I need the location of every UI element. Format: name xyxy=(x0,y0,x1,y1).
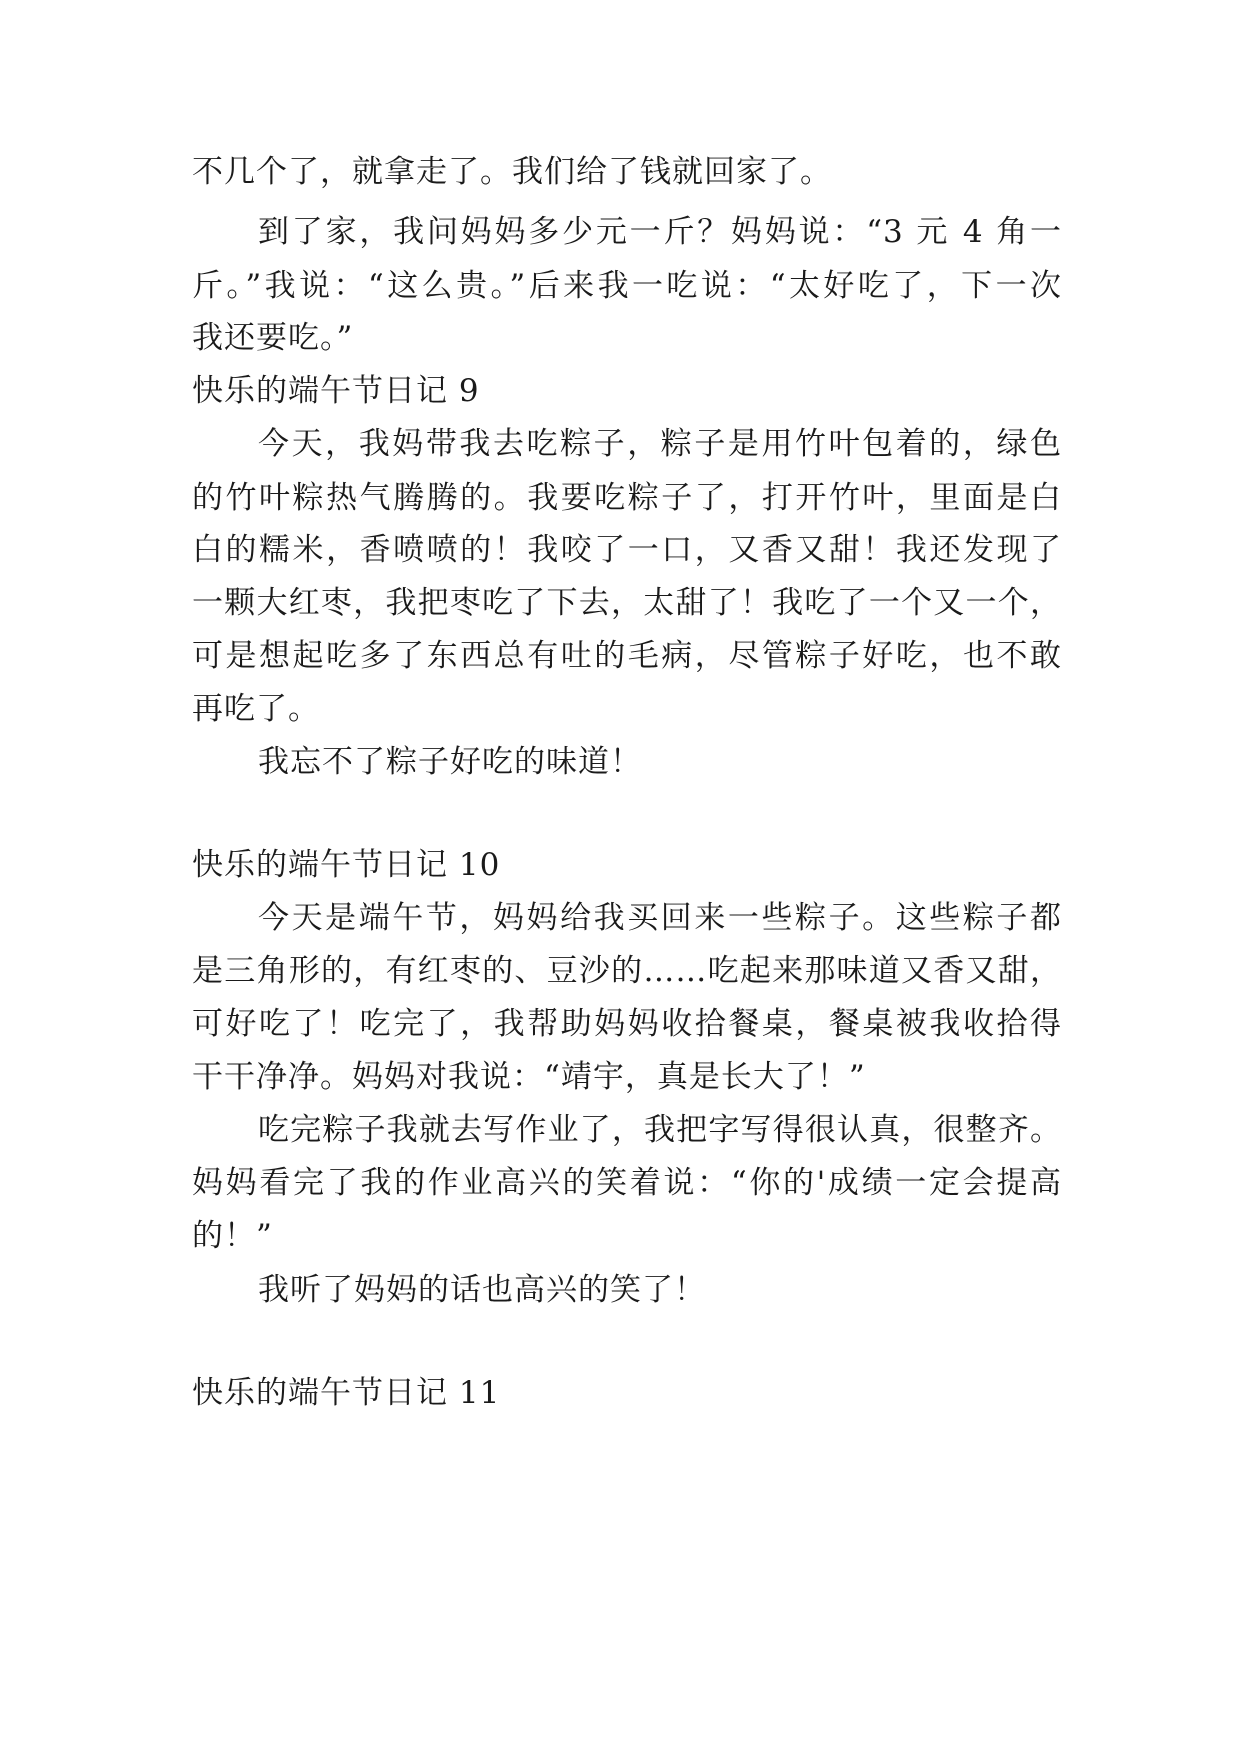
section-heading: 快乐的端午节日记 10 xyxy=(192,847,501,883)
text-line: 一颗大红枣，我把枣吃了下去，太甜了！我吃了一个又一个， xyxy=(192,585,1062,621)
text-line: 我还要吃。” xyxy=(192,320,354,356)
text-line: 的！” xyxy=(192,1218,273,1254)
text-line: 吃完粽子我就去写作业了，我把字写得很认真，很整齐。 xyxy=(258,1112,1062,1148)
text-line: 的竹叶粽热气腾腾的。我要吃粽子了，打开竹叶，里面是白 xyxy=(192,480,1062,516)
text-line: 白的糯米，香喷喷的！我咬了一口，又香又甜！我还发现了 xyxy=(192,532,1062,568)
text-line: 干干净净。妈妈对我说：“靖宇，真是长大了！” xyxy=(192,1059,866,1095)
section-heading: 快乐的端午节日记 11 xyxy=(192,1375,501,1411)
section-heading: 快乐的端午节日记 9 xyxy=(192,373,480,409)
text-line: 斤。”我说：“这么贵。”后来我一吃说：“太好吃了，下一次 xyxy=(192,268,1062,304)
text-line: 今天是端午节，妈妈给我买回来一些粽子。这些粽子都 xyxy=(258,900,1062,936)
text-line: 再吃了。 xyxy=(192,691,320,727)
text-line: 我听了妈妈的话也高兴的笑了！ xyxy=(258,1272,706,1308)
text-line: 是三角形的，有红枣的、豆沙的……吃起来那味道又香又甜， xyxy=(192,953,1062,989)
text-line: 到了家，我问妈妈多少元一斤？妈妈说：“3 元 4 角一 xyxy=(258,214,1062,250)
text-line: 可好吃了！吃完了，我帮助妈妈收拾餐桌，餐桌被我收拾得 xyxy=(192,1006,1062,1042)
text-line: 今天，我妈带我去吃粽子，粽子是用竹叶包着的，绿色 xyxy=(258,426,1062,462)
text-line: 妈妈看完了我的作业高兴的笑着说：“你的'成绩一定会提高 xyxy=(192,1165,1062,1201)
text-line: 可是想起吃多了东西总有吐的毛病，尽管粽子好吃，也不敢 xyxy=(192,638,1062,674)
text-line: 我忘不了粽子好吃的味道！ xyxy=(258,744,642,780)
text-line: 不几个了，就拿走了。我们给了钱就回家了。 xyxy=(192,154,832,190)
